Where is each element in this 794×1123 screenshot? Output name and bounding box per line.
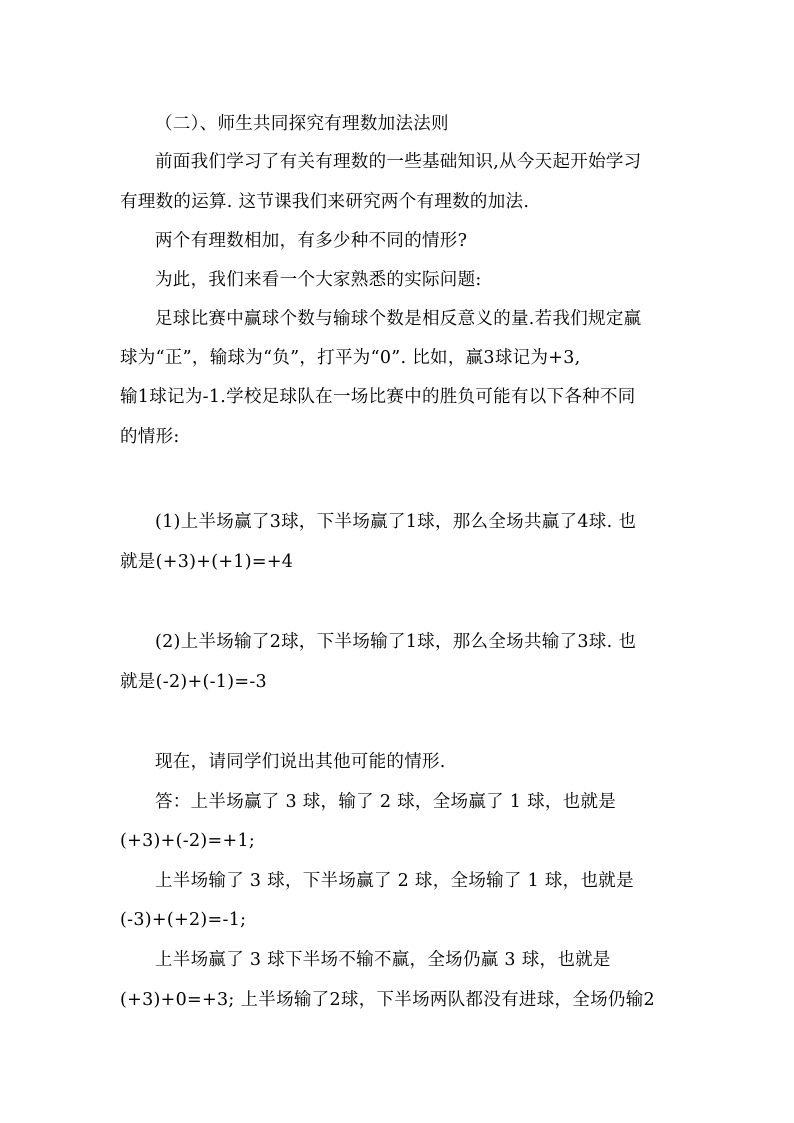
paragraph-line: 足球比赛中赢球个数与输球个数是相反意义的量.若我们规定赢 [155,309,642,329]
section-heading: （二）、师生共同探究有理数加法法则 [155,114,449,134]
paragraph-line: 球为“正”，输球为“负”，打平为“0”. 比如，赢3球记为+3, [120,348,581,368]
paragraph-line: 有理数的运算. 这节课我们来研究两个有理数的加法. [120,192,530,212]
paragraph-line: 前面我们学习了有关有理数的一些基础知识,从今天起开始学习 [155,152,642,172]
answer-line: 上半场赢了 3 球下半场不输不赢，全场仍赢 3 球，也就是 [155,950,611,970]
case-1-line: (1)上半场赢了3球，下半场赢了1球，那么全场共赢了4球. 也 [155,512,637,532]
answer-line: 答：上半场赢了 3 球，输了 2 球，全场赢了 1 球，也就是 [155,792,617,812]
paragraph-line: 的情形: [120,427,180,447]
paragraph-line: 现在，请同学们说出其他可能的情形. [155,752,446,772]
answer-equation: (+3)+0=+3; 上半场输了2球，下半场两队都没有进球，全场仍输2 [120,990,655,1010]
paragraph-line: 两个有理数相加，有多少种不同的情形? [155,231,468,251]
paragraph-line: 输1球记为-1.学校足球队在一场比赛中的胜负可能有以下各种不同 [120,387,636,407]
paragraph-line: 为此，我们来看一个大家熟悉的实际问题: [155,270,482,290]
case-1-equation: 就是(+3)+(+1)=+4 [120,552,294,572]
answer-line: 上半场输了 3 球，下半场赢了 2 球，全场输了 1 球，也就是 [155,871,634,891]
case-2-equation: 就是(-2)+(-1)=-3 [120,672,267,692]
answer-equation: (-3)+(+2)=-1; [120,910,247,930]
case-2-line: (2)上半场输了2球，下半场输了1球，那么全场共输了3球. 也 [155,632,637,652]
answer-equation: (+3)+(-2)=+1; [120,831,256,851]
